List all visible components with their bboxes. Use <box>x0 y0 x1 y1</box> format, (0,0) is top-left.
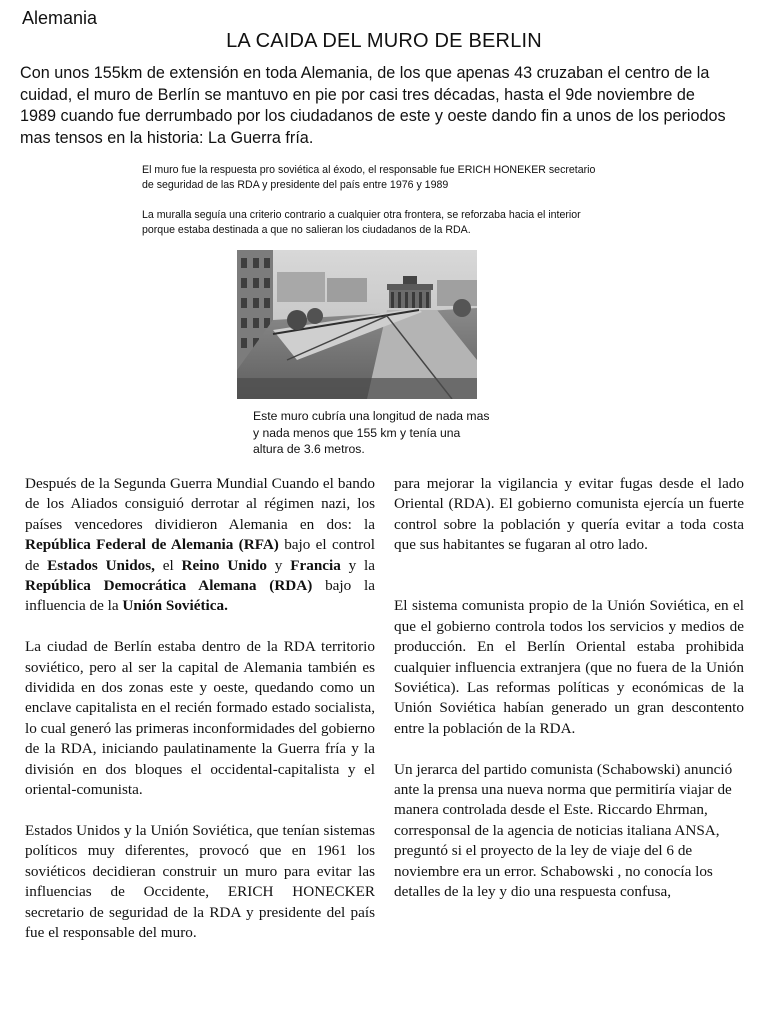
bold-term-uk: Reino Unido <box>181 556 267 574</box>
text-segment: y la <box>340 556 375 574</box>
article-column-right <box>394 474 744 903</box>
article-column-left <box>25 474 375 943</box>
text-segment: bajo el control de <box>25 536 375 574</box>
text-segment: Después de la Segunda Guerra Mundial Cuando el bando de los Aliados consiguió derrotar al régimen nazi, los países vencedores dividieron Alemania en dos: la <box>25 475 375 533</box>
side-note-2: La muralla seguía una criterio contrario a cualquier otra frontera, se reforzaba hacia el interior porque estaba destinada a que no salieran los ciudadanos de la RDA. <box>142 209 581 236</box>
bold-term-ussr: Unión Soviética. <box>122 597 228 615</box>
bold-term-rda: República Democrática Alemana (RDA) <box>25 577 313 595</box>
intro-paragraph: Con unos 155km de extensión en toda Alemania, de los que apenas 43 cruzaban el centro de la cuidad, el muro de Berlín se mantuvo en pie por casi tres décadas, hasta el 9de noviembre de 1989 cuando fue derrumbado por los ciudadanos de este y oeste dando fin a unos de los periodos mas tensos en la historia: La Guerra fría. <box>20 64 726 147</box>
paragraph-communist-system: El sistema comunista propio de la Unión Soviética, en el que el gobierno controla todos los servicios y medios de producción. En el Berlín Oriental estaba prohibida cualquier influencia extranjera (que no fuera de la Unión Soviética). Las reformas políticas y económicas de la Unión Soviética habían generado un gran descontento entre la población de la RDA. <box>394 597 744 737</box>
text-segment: bajo la influencia de la <box>25 577 376 615</box>
country-label: Alemania <box>22 8 98 28</box>
berlin-wall-photo <box>237 250 477 399</box>
text-segment: el <box>154 556 182 574</box>
bold-term-usa: Estados Unidos, <box>47 556 155 574</box>
paragraph-vigilance: para mejorar la vigilancia y evitar fugas desde el lado Oriental (RDA). El gobierno comunista ejercía un fuerte control sobre la población y quería evitar a toda costa que sus habitantes se fugaran al otro lado. <box>394 475 744 554</box>
paragraph-berlin: La ciudad de Berlín estaba dentro de la RDA territorio soviético, pero al ser la capital de Alemania también es dividida en dos zonas este y oeste, quedando como un enclave capitalista en el recién formado estado socialista, lo cual generó las primeras inconformidades del gobierno de la RDA, iniciando paulatinamente la Guerra fría y la división en dos bloques el occidental-capitalista y el oriental-comunista. <box>25 638 375 799</box>
paragraph-division <box>25 474 375 617</box>
page-title: LA CAIDA DEL MURO DE BERLIN <box>226 30 542 52</box>
side-note-1: El muro fue la respuesta pro soviética al éxodo, el responsable fue ERICH HONEKER secretario de seguridad de las RDA y presidente del país entre 1976 y 1989 <box>142 164 596 191</box>
text-segment: y <box>267 556 291 574</box>
photo-caption: Este muro cubría una longitud de nada mas y nada menos que 155 km y tenía una altura de 3.6 metros. <box>253 409 490 456</box>
paragraph-wall-construction: Estados Unidos y la Unión Soviética, que tenían sistemas políticos muy diferentes, provocó que en 1961 los soviéticos decidieran construir un muro para evitar las influencias de Occidente, ERICH HONECKER secretario de seguridad de la RDA y presidente del país fue el responsable del muro. <box>25 821 375 941</box>
bold-term-france: Francia <box>290 556 341 574</box>
paragraph-schabowski: Un jerarca del partido comunista (Schabowski) anunció ante la prensa una nueva norma que permitiría viajar de manera controlada desde el Este. Riccardo Ehrman, corresponsal de la agencia de noticias italiana ANSA, preguntó si el proyecto de la ley de viaje del 6 de noviembre era un error. Schabowski , no conocía los detalles de la ley y dio una respuesta confusa, <box>394 760 733 901</box>
bold-term-rfa: República Federal de Alemania (RFA) <box>25 536 279 554</box>
